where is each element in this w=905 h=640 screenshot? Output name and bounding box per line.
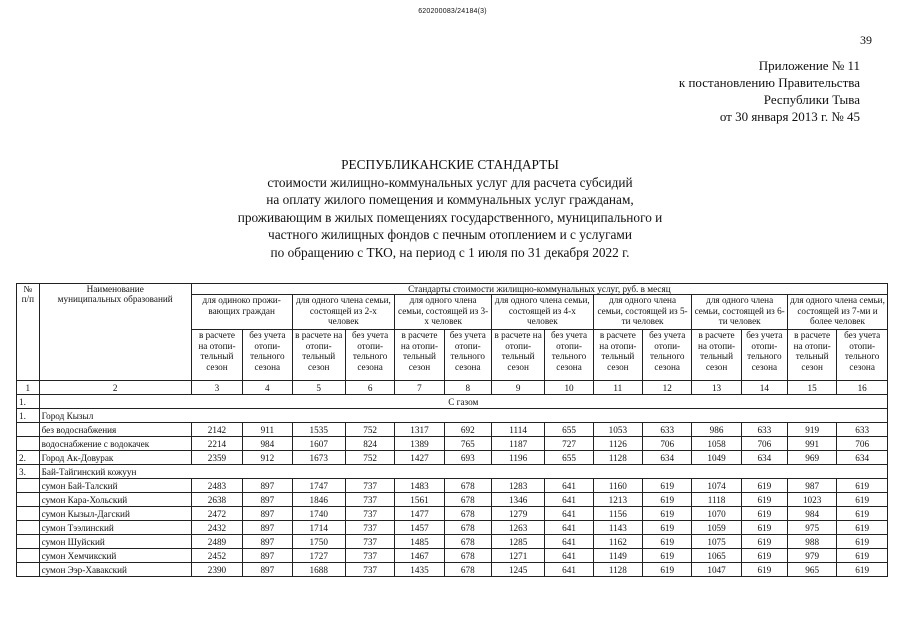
value-cell: 1688 xyxy=(292,563,345,577)
value-cell: 1846 xyxy=(292,493,345,507)
value-cell: 619 xyxy=(741,479,787,493)
value-cell: 619 xyxy=(643,507,692,521)
value-cell: 641 xyxy=(545,521,593,535)
column-number: 11 xyxy=(593,381,642,395)
value-cell: 824 xyxy=(345,437,394,451)
appendix-line: Республики Тыва xyxy=(763,92,860,107)
value-cell: 1477 xyxy=(395,507,444,521)
value-cell: 897 xyxy=(243,493,292,507)
value-cell: 1750 xyxy=(292,535,345,549)
title-line: по обращению с ТКО, на период с 1 июля по 31 декабря 2022 г. xyxy=(270,244,630,260)
row-number xyxy=(17,479,40,493)
family-size-header: для одного члена семьи, состоящей из 7-ми и более человек xyxy=(787,295,887,330)
value-cell: 2489 xyxy=(191,535,242,549)
table-row xyxy=(17,563,888,577)
value-cell: 1271 xyxy=(491,549,544,563)
no-heating-season-header: без учета отопи-тельного сезона xyxy=(243,330,292,381)
value-cell: 737 xyxy=(345,493,394,507)
table-row xyxy=(17,507,888,521)
value-cell: 692 xyxy=(444,423,491,437)
value-cell: 1740 xyxy=(292,507,345,521)
appendix-line: к постановлению Правительства xyxy=(678,75,860,90)
value-cell: 1435 xyxy=(395,563,444,577)
value-cell: 634 xyxy=(741,451,787,465)
value-cell: 1058 xyxy=(692,437,741,451)
heating-season-header: в расчете на отопи-тельный сезон xyxy=(191,330,242,381)
column-number: 10 xyxy=(545,381,593,395)
value-cell: 1143 xyxy=(593,521,642,535)
row-number: 3. xyxy=(17,465,40,479)
value-cell: 975 xyxy=(787,521,836,535)
value-cell: 986 xyxy=(692,423,741,437)
value-cell: 1074 xyxy=(692,479,741,493)
column-number: 5 xyxy=(292,381,345,395)
value-cell: 897 xyxy=(243,563,292,577)
value-cell: 2472 xyxy=(191,507,242,521)
value-cell: 919 xyxy=(787,423,836,437)
value-cell: 2638 xyxy=(191,493,242,507)
title-heading: РЕСПУБЛИКАНСКИЕ СТАНДАРТЫ xyxy=(341,157,559,172)
value-cell: 737 xyxy=(345,563,394,577)
value-cell: 1283 xyxy=(491,479,544,493)
value-cell: 897 xyxy=(243,535,292,549)
column-number: 1 xyxy=(17,381,40,395)
value-cell: 897 xyxy=(243,507,292,521)
value-cell: 2483 xyxy=(191,479,242,493)
value-cell: 737 xyxy=(345,479,394,493)
row-number xyxy=(17,493,40,507)
heating-season-header: в расчете на отопи-тельный сезон xyxy=(395,330,444,381)
value-cell: 1047 xyxy=(692,563,741,577)
value-cell: 1156 xyxy=(593,507,642,521)
value-cell: 619 xyxy=(837,479,888,493)
value-cell: 641 xyxy=(545,535,593,549)
municipality-name: сумон Хемчикский xyxy=(39,549,191,563)
value-cell: 619 xyxy=(837,535,888,549)
table-row xyxy=(17,535,888,549)
value-cell: 678 xyxy=(444,507,491,521)
value-cell: 911 xyxy=(243,423,292,437)
title-line: стоимости жилищно-коммунальных услуг для расчета субсидий xyxy=(267,174,633,190)
row-number xyxy=(17,549,40,563)
value-cell: 765 xyxy=(444,437,491,451)
value-cell: 1607 xyxy=(292,437,345,451)
value-cell: 678 xyxy=(444,563,491,577)
municipality-name: Город Ак-Довурак xyxy=(39,451,191,465)
value-cell: 979 xyxy=(787,549,836,563)
section-label: С газом xyxy=(39,395,887,409)
column-number: 8 xyxy=(444,381,491,395)
municipality-name: сумон Кызыл-Дагский xyxy=(39,507,191,521)
heating-season-header: в расчете на отопи-тельный сезон xyxy=(593,330,642,381)
no-heating-season-header: без учета отопи-тельного сезона xyxy=(837,330,888,381)
table-row xyxy=(17,437,888,451)
heating-season-header: в расчете на отопи-тельный сезон xyxy=(491,330,544,381)
value-cell: 641 xyxy=(545,563,593,577)
value-cell: 969 xyxy=(787,451,836,465)
no-heating-season-header: без учета отопи-тельного сезона xyxy=(643,330,692,381)
value-cell: 633 xyxy=(643,423,692,437)
value-cell: 1317 xyxy=(395,423,444,437)
municipality-name: сумон Кара-Хольский xyxy=(39,493,191,507)
value-cell: 1070 xyxy=(692,507,741,521)
value-cell: 1196 xyxy=(491,451,544,465)
value-cell: 678 xyxy=(444,549,491,563)
appendix-line: Приложение № 11 xyxy=(758,58,860,73)
table-row xyxy=(17,549,888,563)
value-cell: 737 xyxy=(345,549,394,563)
value-cell: 897 xyxy=(243,549,292,563)
table-row xyxy=(17,423,888,437)
value-cell: 619 xyxy=(643,479,692,493)
municipality-name: водоснабжение с водокачек xyxy=(39,437,191,451)
value-cell: 2142 xyxy=(191,423,242,437)
column-number: 13 xyxy=(692,381,741,395)
title-line: на оплату жилого помещения и коммунальных услуг гражданам, xyxy=(266,192,634,208)
value-cell: 1128 xyxy=(593,451,642,465)
value-cell: 737 xyxy=(345,507,394,521)
value-cell: 1213 xyxy=(593,493,642,507)
column-number: 14 xyxy=(741,381,787,395)
group-header-row xyxy=(17,465,888,479)
document-title xyxy=(150,156,750,262)
value-cell: 1285 xyxy=(491,535,544,549)
value-cell: 619 xyxy=(837,549,888,563)
appendix-line: от 30 января 2013 г. № 45 xyxy=(719,109,860,124)
municipality-name: сумон Ээр-Хавакский xyxy=(39,563,191,577)
column-number: 2 xyxy=(39,381,191,395)
family-size-header: для одного члена семьи, состоящей из 4-х человек xyxy=(491,295,593,330)
municipality-name: сумон Бай-Талский xyxy=(39,479,191,493)
column-number: 16 xyxy=(837,381,888,395)
value-cell: 706 xyxy=(837,437,888,451)
value-cell: 655 xyxy=(545,451,593,465)
table-row xyxy=(17,479,888,493)
column-number-row xyxy=(17,381,888,395)
document-id: 620200083/24184(3) xyxy=(418,8,487,15)
value-cell: 1075 xyxy=(692,535,741,549)
title-line: частного жилищных фондов с печным отоплением и с услугами xyxy=(268,227,632,243)
value-cell: 619 xyxy=(643,549,692,563)
value-cell: 619 xyxy=(741,521,787,535)
row-number xyxy=(17,437,40,451)
title-line: проживающим в жилых помещениях государственного, муниципального и xyxy=(237,209,663,225)
column-number: 15 xyxy=(787,381,836,395)
value-cell: 897 xyxy=(243,479,292,493)
value-cell: 633 xyxy=(837,423,888,437)
value-cell: 737 xyxy=(345,535,394,549)
table-row xyxy=(17,521,888,535)
municipality-name: сумон Тээлинский xyxy=(39,521,191,535)
value-cell: 897 xyxy=(243,521,292,535)
value-cell: 1483 xyxy=(395,479,444,493)
value-cell: 633 xyxy=(741,423,787,437)
value-cell: 2432 xyxy=(191,521,242,535)
table-row xyxy=(17,493,888,507)
value-cell: 2214 xyxy=(191,437,242,451)
no-heating-season-header: без учета отопи-тельного сезона xyxy=(345,330,394,381)
heating-season-header: в расчете на отопи-тельный сезон xyxy=(692,330,741,381)
value-cell: 1561 xyxy=(395,493,444,507)
section-number: 1. xyxy=(17,395,40,409)
value-cell: 1149 xyxy=(593,549,642,563)
value-cell: 1747 xyxy=(292,479,345,493)
family-size-header: для одного члена семьи, состоящей из 6-ти человек xyxy=(692,295,788,330)
value-cell: 678 xyxy=(444,521,491,535)
row-number xyxy=(17,521,40,535)
group-header-row xyxy=(17,409,888,423)
municipality-name: Город Кызыл xyxy=(39,409,887,423)
standards-table xyxy=(16,283,888,577)
value-cell: 1128 xyxy=(593,563,642,577)
value-cell: 1114 xyxy=(491,423,544,437)
value-cell: 1727 xyxy=(292,549,345,563)
value-cell: 641 xyxy=(545,493,593,507)
heating-season-header: в расчете на отопи-тельный сезон xyxy=(787,330,836,381)
family-size-header: для одиноко прожи-вающих граждан xyxy=(191,295,292,330)
page-number: 39 xyxy=(860,33,872,47)
value-cell: 991 xyxy=(787,437,836,451)
value-cell: 641 xyxy=(545,479,593,493)
row-number xyxy=(17,507,40,521)
value-cell: 619 xyxy=(837,507,888,521)
value-cell: 1023 xyxy=(787,493,836,507)
value-cell: 1673 xyxy=(292,451,345,465)
value-cell: 619 xyxy=(837,563,888,577)
value-cell: 1126 xyxy=(593,437,642,451)
family-size-header: для одного члена семьи, состоящей из 3-х человек xyxy=(395,295,492,330)
table-row xyxy=(17,451,888,465)
no-heating-season-header: без учета отопи-тельного сезона xyxy=(444,330,491,381)
value-cell: 634 xyxy=(643,451,692,465)
value-cell: 1457 xyxy=(395,521,444,535)
row-number xyxy=(17,423,40,437)
row-number: 1. xyxy=(17,409,40,423)
value-cell: 2452 xyxy=(191,549,242,563)
value-cell: 619 xyxy=(837,521,888,535)
column-number: 6 xyxy=(345,381,394,395)
value-cell: 912 xyxy=(243,451,292,465)
value-cell: 1535 xyxy=(292,423,345,437)
value-cell: 965 xyxy=(787,563,836,577)
value-cell: 1427 xyxy=(395,451,444,465)
municipality-name: сумон Шуйский xyxy=(39,535,191,549)
value-cell: 1160 xyxy=(593,479,642,493)
no-heating-season-header: без учета отопи-тельного сезона xyxy=(545,330,593,381)
value-cell: 1049 xyxy=(692,451,741,465)
municipality-name: без водоснабжения xyxy=(39,423,191,437)
value-cell: 752 xyxy=(345,423,394,437)
value-cell: 619 xyxy=(643,563,692,577)
value-cell: 1118 xyxy=(692,493,741,507)
value-cell: 619 xyxy=(643,493,692,507)
header-row xyxy=(17,284,888,295)
value-cell: 619 xyxy=(741,563,787,577)
value-cell: 984 xyxy=(243,437,292,451)
value-cell: 619 xyxy=(643,521,692,535)
section-row xyxy=(17,395,888,409)
value-cell: 2359 xyxy=(191,451,242,465)
value-cell: 1245 xyxy=(491,563,544,577)
value-cell: 1485 xyxy=(395,535,444,549)
heating-season-header: в расчете на отопи-тельный сезон xyxy=(292,330,345,381)
value-cell: 619 xyxy=(741,493,787,507)
value-cell: 2390 xyxy=(191,563,242,577)
col-name-header: Наименование муниципальных образований xyxy=(39,284,191,381)
value-cell: 1065 xyxy=(692,549,741,563)
value-cell: 752 xyxy=(345,451,394,465)
value-cell: 706 xyxy=(643,437,692,451)
value-cell: 727 xyxy=(545,437,593,451)
value-cell: 1162 xyxy=(593,535,642,549)
col-number-header: № п/п xyxy=(17,284,40,381)
column-number: 7 xyxy=(395,381,444,395)
value-cell: 619 xyxy=(837,493,888,507)
value-cell: 988 xyxy=(787,535,836,549)
value-cell: 1346 xyxy=(491,493,544,507)
value-cell: 987 xyxy=(787,479,836,493)
value-cell: 678 xyxy=(444,535,491,549)
value-cell: 678 xyxy=(444,493,491,507)
col-group-header: Стандарты стоимости жилищно-коммунальных услуг, руб. в месяц xyxy=(191,284,887,295)
value-cell: 619 xyxy=(741,535,787,549)
value-cell: 655 xyxy=(545,423,593,437)
appendix-block xyxy=(560,57,860,125)
value-cell: 1389 xyxy=(395,437,444,451)
row-number xyxy=(17,563,40,577)
value-cell: 619 xyxy=(741,549,787,563)
column-number: 4 xyxy=(243,381,292,395)
value-cell: 1263 xyxy=(491,521,544,535)
value-cell: 641 xyxy=(545,549,593,563)
value-cell: 1467 xyxy=(395,549,444,563)
column-number: 12 xyxy=(643,381,692,395)
value-cell: 737 xyxy=(345,521,394,535)
value-cell: 641 xyxy=(545,507,593,521)
value-cell: 1187 xyxy=(491,437,544,451)
row-number: 2. xyxy=(17,451,40,465)
value-cell: 1053 xyxy=(593,423,642,437)
value-cell: 619 xyxy=(643,535,692,549)
value-cell: 1714 xyxy=(292,521,345,535)
value-cell: 634 xyxy=(837,451,888,465)
row-number xyxy=(17,535,40,549)
column-number: 9 xyxy=(491,381,544,395)
municipality-name: Бай-Тайгинский кожуун xyxy=(39,465,887,479)
no-heating-season-header: без учета отопи-тельного сезона xyxy=(741,330,787,381)
value-cell: 693 xyxy=(444,451,491,465)
value-cell: 678 xyxy=(444,479,491,493)
value-cell: 619 xyxy=(741,507,787,521)
family-size-header: для одного члена семьи, состоящей из 5-ти человек xyxy=(593,295,692,330)
column-number: 3 xyxy=(191,381,242,395)
value-cell: 706 xyxy=(741,437,787,451)
family-size-header: для одного члена семьи, состоящей из 2-х человек xyxy=(292,295,395,330)
value-cell: 984 xyxy=(787,507,836,521)
value-cell: 1279 xyxy=(491,507,544,521)
value-cell: 1059 xyxy=(692,521,741,535)
